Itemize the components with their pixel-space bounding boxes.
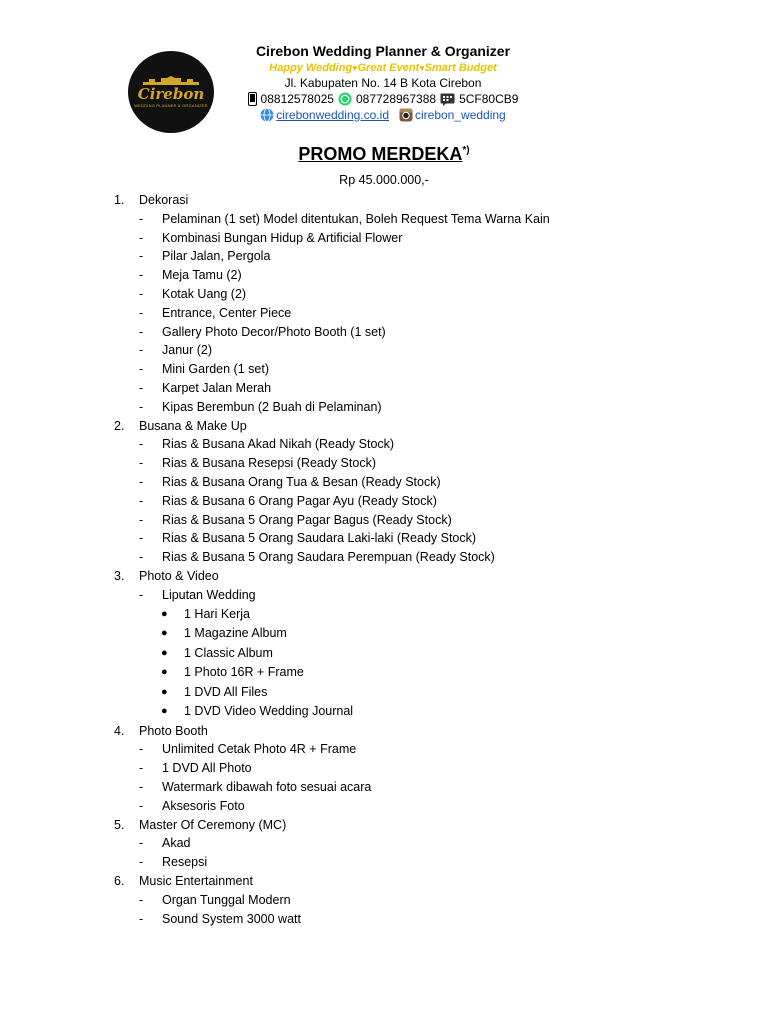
- tagline-1: Happy Wedding: [269, 62, 353, 74]
- list-item: - Kotak Uang (2): [139, 286, 247, 301]
- list-item: - Rias & Busana 5 Orang Saudara Perempuan (Ready Stock): [139, 550, 495, 565]
- website-text: cirebonwedding.co.id: [276, 108, 389, 122]
- list-item: - Mini Garden (1 set): [139, 362, 269, 377]
- heart-icon: ♥: [352, 63, 358, 73]
- instagram-icon: [399, 108, 413, 122]
- list-item: - Unlimited Cetak Photo 4R + Frame: [139, 742, 357, 757]
- bbm-pin: 5CF80CB9: [459, 92, 519, 106]
- list-item: - Organ Tunggal Modern: [139, 892, 291, 907]
- list-item: - Meja Tamu (2): [139, 268, 242, 283]
- tagline: [218, 61, 548, 75]
- section-heading: 6. Music Entertainment: [114, 873, 253, 888]
- list-item: - Rias & Busana Akad Nikah (Ready Stock): [139, 437, 395, 452]
- whatsapp-icon: [338, 92, 352, 106]
- list-item: - Aksesoris Foto: [139, 798, 245, 813]
- bullet-item: ● 1 Photo 16R + Frame: [161, 665, 304, 680]
- company-logo: [128, 51, 214, 133]
- list-item: - Rias & Busana Resepsi (Ready Stock): [139, 456, 376, 471]
- promo-price: Rp 45.000.000,-: [339, 173, 429, 187]
- list-item: - Rias & Busana 6 Orang Pagar Ayu (Ready Stock): [139, 493, 437, 508]
- list-item: - Resepsi: [139, 855, 208, 870]
- tagline-2: Great Event: [357, 62, 420, 74]
- section-heading: 5. Master Of Ceremony (MC): [114, 817, 287, 832]
- list-item: - Kombinasi Bungan Hidup & Artificial Flower: [139, 230, 403, 245]
- phone-number: 08812578025: [260, 92, 334, 106]
- list-item: - Kipas Berembun (2 Buah di Pelaminan): [139, 399, 382, 414]
- bullet-item: ● 1 Classic Album: [161, 645, 273, 660]
- logo-subtitle: WEDDING PLANNER & ORGANIZER: [134, 103, 208, 108]
- contacts: [218, 91, 548, 107]
- whatsapp-number: 087728967388: [355, 92, 437, 106]
- bullet-item: ● 1 Magazine Album: [161, 626, 287, 641]
- website-link[interactable]: [260, 107, 389, 123]
- list-item: - Rias & Busana 5 Orang Saudara Laki-laki (Ready Stock): [139, 531, 477, 546]
- list-item: - Rias & Busana Orang Tua & Besan (Ready Stock): [139, 474, 441, 489]
- globe-icon: [260, 108, 274, 122]
- list-item: - Pilar Jalan, Pergola: [139, 249, 271, 264]
- company-name: Cirebon Wedding Planner & Organizer: [255, 43, 511, 59]
- bullet-item: ● 1 DVD Video Wedding Journal: [161, 704, 354, 719]
- links: [218, 107, 548, 123]
- instagram-link[interactable]: [399, 107, 506, 123]
- instagram-text: cirebon_wedding: [415, 108, 506, 122]
- heart-icon: ♥: [419, 63, 425, 73]
- list-item: - Watermark dibawah foto sesuai acara: [139, 779, 372, 794]
- promo-title: [0, 144, 768, 165]
- list-item: - Janur (2): [139, 343, 213, 358]
- bullet-item: ● 1 Hari Kerja: [161, 606, 250, 621]
- list-item: - Liputan Wedding: [139, 587, 256, 602]
- promo-title-text: PROMO MERDEKA: [298, 144, 463, 164]
- section-heading: 1. Dekorasi: [114, 193, 189, 207]
- section-heading: 3. Photo & Video: [114, 568, 219, 583]
- list-item: - Sound System 3000 watt: [139, 911, 301, 926]
- list-item: - 1 DVD All Photo: [139, 761, 252, 776]
- section-heading: 4. Photo Booth: [114, 723, 208, 738]
- list-item: - Rias & Busana 5 Orang Pagar Bagus (Ready Stock): [139, 512, 452, 527]
- list-item: - Entrance, Center Piece: [139, 305, 292, 320]
- phone-icon: [248, 92, 257, 106]
- letterhead: [218, 42, 548, 123]
- bullet-item: ● 1 DVD All Files: [161, 684, 268, 699]
- section-heading: 2. Busana & Make Up: [114, 418, 247, 433]
- tagline-3: Smart Budget: [424, 62, 497, 74]
- promo-title-note: *): [462, 145, 470, 156]
- list-item: - Gallery Photo Decor/Photo Booth (1 set): [139, 324, 386, 339]
- package-list: [114, 191, 734, 928]
- bbm-icon: [440, 93, 455, 106]
- list-item: - Karpet Jalan Merah: [139, 380, 272, 395]
- list-item: - Pelaminan (1 set) Model ditentukan, Boleh Request Tema Warna Kain: [139, 211, 550, 226]
- address: Jl. Kabupaten No. 14 B Kota Cirebon: [284, 76, 482, 90]
- list-item: - Akad: [139, 836, 191, 851]
- logo-name: Cirebon: [137, 85, 205, 103]
